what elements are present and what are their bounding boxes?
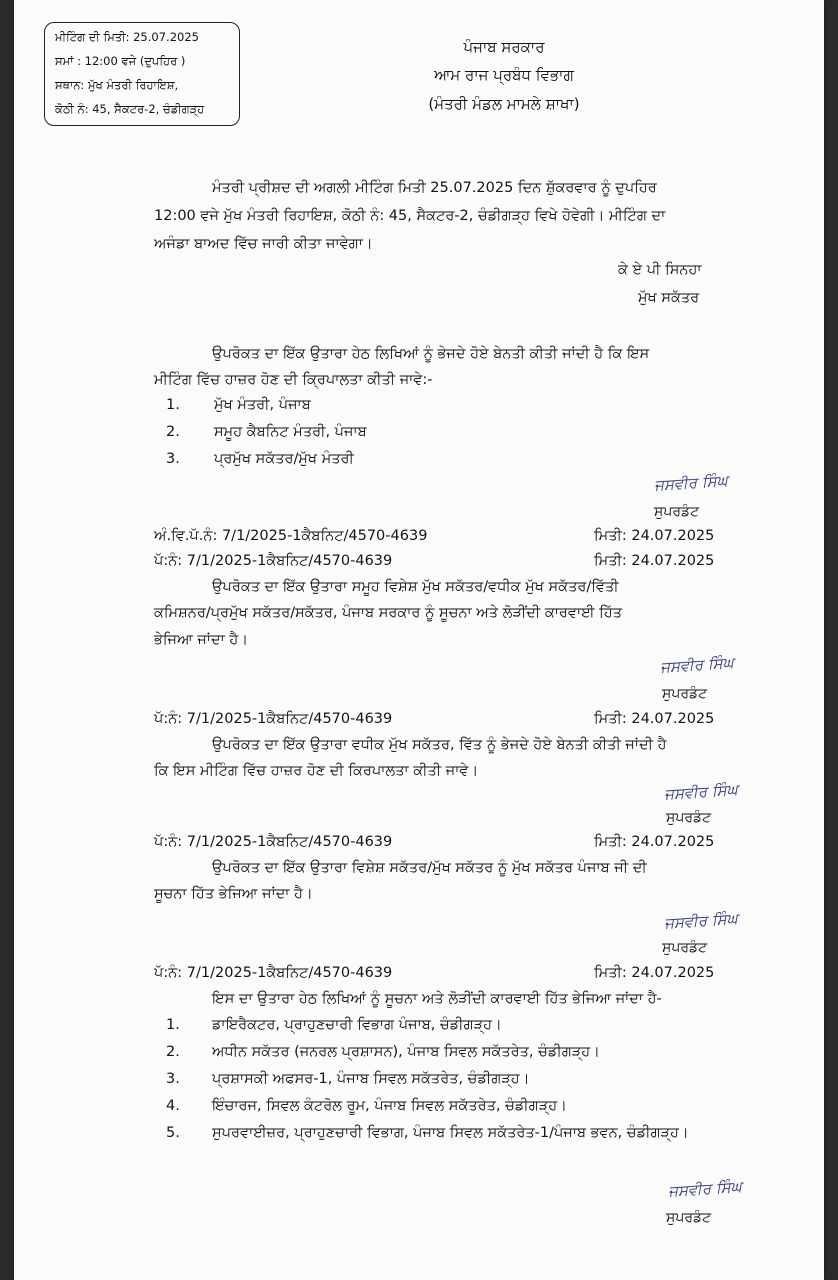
intro-line-3: ਅਜੰਡਾ ਬਾਅਦ ਵਿੱਚ ਜਾਰੀ ਕੀਤਾ ਜਾਵੇਗਾ। bbox=[154, 236, 373, 252]
ref-date-4: ਮਿਤੀ: 24.07.2025 bbox=[594, 834, 715, 850]
copy4-line-2: ਸੂਚਨਾ ਹਿੱਤ ਭੇਜਿਆ ਜਾਂਦਾ ਹੈ। bbox=[154, 886, 313, 902]
superintendent-signature: ਜਸਵੀਰ ਸਿੰਘ bbox=[663, 780, 739, 804]
meeting-details-box bbox=[44, 22, 240, 126]
chief-secretary-name: ਕੇ ਏ ਪੀ ਸਿਨਹਾ bbox=[618, 262, 702, 278]
intro-line-1: ਮੰਤਰੀ ਪ੍ਰੀਸ਼ਦ ਦੀ ਅਗਲੀ ਮੀਟਿੰਗ ਮਿਤੀ 25.07.2025 ਦਿਨ ਸ਼ੁੱਕਰਵਾਰ ਨੂੰ ਦੁਪਹਿਰ bbox=[212, 180, 657, 196]
chief-secretary-title: ਮੁੱਖ ਸਕੱਤਰ bbox=[638, 290, 700, 306]
list-item-number: 1. bbox=[166, 1017, 180, 1033]
superintendent-signature: ਜਸਵੀਰ ਸਿੰਘ bbox=[659, 653, 735, 677]
copy4-line-1: ਉਪਰੋਕਤ ਦਾ ਇੱਕ ਉਤਾਰਾ ਵਿਸ਼ੇਸ਼ ਸਕੱਤਰ/ਮੁੱਖ ਸਕੱਤਰ ਨੂੰ ਮੁੱਖ ਸਕੱਤਰ ਪੰਜਾਬ ਜੀ ਦੀ bbox=[212, 860, 647, 876]
header-government: ਪੰਜਾਬ ਸਰਕਾਰ bbox=[463, 38, 545, 56]
superintendent-signature: ਜਸਵੀਰ ਸਿੰਘ bbox=[667, 1177, 743, 1201]
meeting-date: ਮੀਟਿੰਗ ਦੀ ਮਿਤੀ: 25.07.2025 bbox=[55, 30, 199, 44]
header-branch: (ਮੰਤਰੀ ਮੰਡਲ ਮਾਮਲੇ ਸ਼ਾਖਾ) bbox=[428, 95, 580, 113]
meeting-address: ਕੋਠੀ ਨੰ: 45, ਸੈਕਟਰ-2, ਚੰਡੀਗੜ੍ਹ bbox=[55, 102, 205, 116]
ref-number-3: ਪੱ:ਨੰ: 7/1/2025-1ਕੈਬਨਿਟ/4570-4639 bbox=[154, 711, 393, 727]
copy2-line-3: ਭੇਜਿਆ ਜਾਂਦਾ ਹੈ। bbox=[154, 632, 249, 648]
superintendent-title: ਸੁਪਰਡੰਟ bbox=[654, 504, 700, 520]
ref-number-1: ਅੰ.ਵਿ.ਪੱ.ਨੰ: 7/1/2025-1ਕੈਬਨਿਟ/4570-4639 bbox=[154, 528, 428, 544]
superintendent-title: ਸੁਪਰਡੰਟ bbox=[666, 810, 712, 826]
document-page bbox=[14, 0, 824, 1280]
list-item-number: 3. bbox=[166, 451, 180, 467]
ref-number-4: ਪੱ:ਨੰ: 7/1/2025-1ਕੈਬਨਿਟ/4570-4639 bbox=[154, 834, 393, 850]
ref-date-3: ਮਿਤੀ: 24.07.2025 bbox=[594, 711, 715, 727]
superintendent-signature: ਜਸਵੀਰ ਸਿੰਘ bbox=[663, 909, 739, 933]
list-item: ਮੁੱਖ ਮੰਤਰੀ, ਪੰਜਾਬ bbox=[214, 397, 311, 413]
list-item: ਪ੍ਰਮੁੱਖ ਸਕੱਤਰ/ਮੁੱਖ ਮੰਤਰੀ bbox=[214, 451, 354, 467]
list-item-number: 2. bbox=[166, 1044, 180, 1060]
list-item-number: 1. bbox=[166, 397, 180, 413]
ref-date-1: ਮਿਤੀ: 24.07.2025 bbox=[594, 528, 715, 544]
superintendent-title: ਸੁਪਰਡੰਟ bbox=[666, 1210, 712, 1226]
list-item: ਸੁਪਰਵਾਈਜ਼ਰ, ਪ੍ਰਾਹੁਣਚਾਰੀ ਵਿਭਾਗ, ਪੰਜਾਬ ਸਿਵਲ ਸਕੱਤਰੇਤ-1/ਪੰਜਾਬ ਭਵਨ, ਚੰਡੀਗੜ੍ਹ। bbox=[212, 1125, 689, 1141]
intro-line-2: 12:00 ਵਜੇ ਮੁੱਖ ਮੰਤਰੀ ਰਿਹਾਇਸ਼, ਕੋਠੀ ਨੰ: 45, ਸੈਕਟਰ-2, ਚੰਡੀਗੜ੍ਹ ਵਿਖੇ ਹੋਵੇਗੀ। ਮੀਟਿੰਗ ਦਾ bbox=[154, 208, 666, 224]
ref-number-2: ਪੱ:ਨੰ: 7/1/2025-1ਕੈਬਨਿਟ/4570-4639 bbox=[154, 553, 393, 569]
list-item-number: 3. bbox=[166, 1071, 180, 1087]
copy3-line-1: ਉਪਰੋਕਤ ਦਾ ਇੱਕ ਉਤਾਰਾ ਵਧੀਕ ਮੁੱਖ ਸਕੱਤਰ, ਵਿੱਤ ਨੂੰ ਭੇਜਦੇ ਹੋਏ ਬੇਨਤੀ ਕੀਤੀ ਜਾਂਦੀ ਹੈ bbox=[212, 737, 667, 753]
list-item-number: 4. bbox=[166, 1098, 180, 1114]
copy5-line-1: ਇਸ ਦਾ ਉਤਾਰਾ ਹੇਠ ਲਿਖਿਆਂ ਨੂੰ ਸੂਚਨਾ ਅਤੇ ਲੋੜੀਂਦੀ ਕਾਰਵਾਈ ਹਿੱਤ ਭੇਜਿਆ ਜਾਂਦਾ ਹੈ- bbox=[212, 991, 662, 1007]
header-department: ਆਮ ਰਾਜ ਪ੍ਰਬੰਧ ਵਿਭਾਗ bbox=[434, 66, 574, 84]
list-item: ਇੰਚਾਰਜ, ਸਿਵਲ ਕੰਟਰੋਲ ਰੂਮ, ਪੰਜਾਬ ਸਿਵਲ ਸਕੱਤਰੇਤ, ਚੰਡੀਗੜ੍ਹ। bbox=[212, 1098, 567, 1114]
ref-number-5: ਪੱ:ਨੰ: 7/1/2025-1ਕੈਬਨਿਟ/4570-4639 bbox=[154, 965, 393, 981]
list-item: ਡਾਇਰੈਕਟਰ, ਪ੍ਰਾਹੁਣਚਾਰੀ ਵਿਭਾਗ ਪੰਜਾਬ, ਚੰਡੀਗੜ੍ਹ। bbox=[212, 1017, 502, 1033]
ref-date-2: ਮਿਤੀ: 24.07.2025 bbox=[594, 553, 715, 569]
list-item: ਪ੍ਰਸ਼ਾਸਕੀ ਅਫਸਰ-1, ਪੰਜਾਬ ਸਿਵਲ ਸਕੱਤਰੇਤ, ਚੰਡੀਗੜ੍ਹ। bbox=[212, 1071, 530, 1087]
superintendent-title: ਸੁਪਰਡੰਟ bbox=[662, 686, 708, 702]
copy2-line-2: ਕਮਿਸ਼ਨਰ/ਪ੍ਰਮੁੱਖ ਸਕੱਤਰ/ਸਕੱਤਰ, ਪੰਜਾਬ ਸਰਕਾਰ ਨੂੰ ਸੂਚਨਾ ਅਤੇ ਲੋੜੀਂਦੀ ਕਾਰਵਾਈ ਹਿੱਤ bbox=[154, 605, 623, 621]
list-item-number: 2. bbox=[166, 424, 180, 440]
list-item: ਅਧੀਨ ਸਕੱਤਰ (ਜਨਰਲ ਪ੍ਰਸ਼ਾਸਨ), ਪੰਜਾਬ ਸਿਵਲ ਸਕੱਤਰੇਤ, ਚੰਡੀਗੜ੍ਹ। bbox=[212, 1044, 600, 1060]
meeting-place: ਸਥਾਨ: ਮੁੱਖ ਮੰਤਰੀ ਰਿਹਾਇਸ਼, bbox=[55, 78, 179, 92]
superintendent-title: ਸੁਪਰਡੰਟ bbox=[662, 940, 708, 956]
copy3-line-2: ਕਿ ਇਸ ਮੀਟਿੰਗ ਵਿੱਚ ਹਾਜ਼ਰ ਹੋਣ ਦੀ ਕਿਰਪਾਲਤਾ ਕੀਤੀ ਜਾਵੇ। bbox=[154, 763, 479, 779]
copy2-line-1: ਉਪਰੋਕਤ ਦਾ ਇੱਕ ਉਤਾਰਾ ਸਮੂਹ ਵਿਸ਼ੇਸ਼ ਮੁੱਖ ਸਕੱਤਰ/ਵਧੀਕ ਮੁੱਖ ਸਕੱਤਰ/ਵਿੱਤੀ bbox=[212, 579, 619, 595]
list-item: ਸਮੂਹ ਕੈਬਨਿਟ ਮੰਤਰੀ, ਪੰਜਾਬ bbox=[214, 424, 367, 440]
list-item-number: 5. bbox=[166, 1125, 180, 1141]
ref-date-5: ਮਿਤੀ: 24.07.2025 bbox=[594, 965, 715, 981]
meeting-time: ਸਮਾਂ : 12:00 ਵਜੇ (ਦੁਪਹਿਰ ) bbox=[55, 54, 186, 68]
copy1-line-2: ਮੀਟਿੰਗ ਵਿੱਚ ਹਾਜ਼ਰ ਹੋਣ ਦੀ ਕ੍ਰਿਪਾਲਤਾ ਕੀਤੀ ਜਾਵੇ:- bbox=[154, 372, 433, 388]
copy1-line-1: ਉਪਰੋਕਤ ਦਾ ਇੱਕ ਉਤਾਰਾ ਹੇਠ ਲਿਖਿਆਂ ਨੂੰ ਭੇਜਦੇ ਹੋਏ ਬੇਨਤੀ ਕੀਤੀ ਜਾਂਦੀ ਹੈ ਕਿ ਇਸ bbox=[212, 346, 650, 362]
superintendent-signature: ਜਸਵੀਰ ਸਿੰਘ bbox=[653, 471, 729, 495]
